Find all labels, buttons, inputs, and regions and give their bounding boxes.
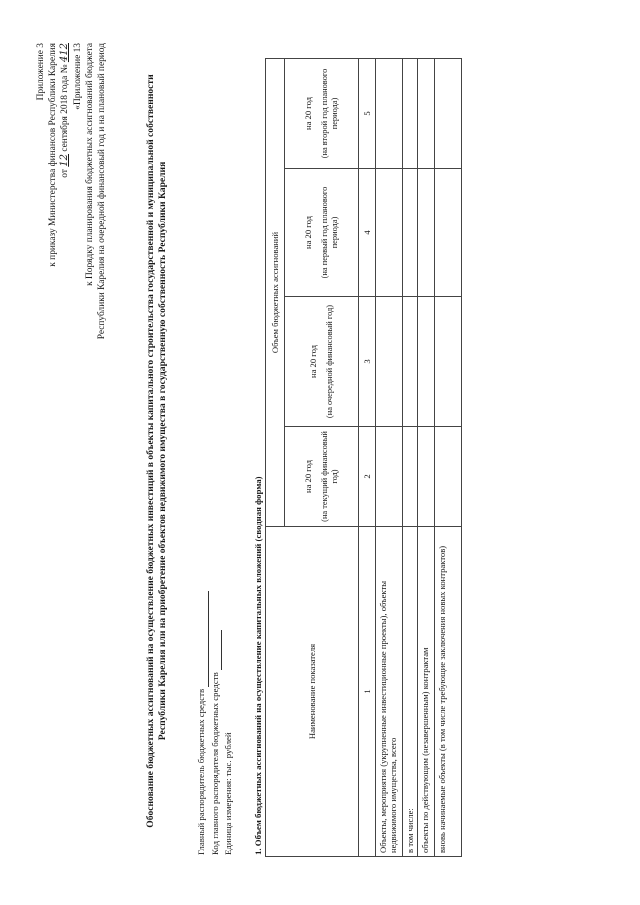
- rotated-landscape-sheet: [25, 27, 610, 875]
- value-cell: [403, 297, 418, 427]
- handwritten-day: 12: [59, 153, 71, 167]
- value-cell: [435, 58, 462, 168]
- column-number: 2: [359, 427, 376, 527]
- year-label: на 20 год: [303, 459, 314, 494]
- document-title: [145, 35, 170, 867]
- code-fill-line: [212, 630, 222, 670]
- value-cell: [376, 297, 403, 427]
- year-label: на 20 год: [303, 96, 314, 130]
- form-meta: [195, 591, 236, 855]
- year-note: (на текущий финансовый год): [319, 431, 339, 522]
- year-note: (на первый год планового периода): [319, 186, 339, 279]
- date-prefix: от: [60, 169, 71, 178]
- year-note: (на очередной финансовый год): [324, 304, 334, 419]
- value-cell: [418, 58, 435, 168]
- capital-investment-table: [265, 58, 462, 857]
- row-label: вновь начинаемые объекты (в том числе требующие заключения новых контрактов): [435, 527, 462, 857]
- column-number: 4: [359, 169, 376, 297]
- value-cell: [376, 427, 403, 527]
- value-cell: [418, 427, 435, 527]
- value-cell: [418, 297, 435, 427]
- year-label: на 20 год: [308, 344, 319, 379]
- section-heading: 1. Объем бюджетных ассигнований на осуществление капитальных вложений (сводная форма): [253, 476, 263, 855]
- title-line-2: Республики Карелия или на приобретение объектов недвижимого имущества в государственную собственность Республики Карелия: [157, 161, 169, 741]
- column-number: 3: [359, 297, 376, 427]
- title-line-1: Обоснование бюджетных ассигнований на осуществление бюджетных инвестиций в объекты капитального строительства государственной и муниципальной собственности: [145, 74, 156, 828]
- value-cell: [435, 427, 462, 527]
- col-name-header: Наименование показателя: [266, 527, 359, 857]
- column-number-row: [359, 58, 376, 856]
- code-label: Код главного распорядителя бюджетных средств: [209, 672, 220, 855]
- column-number: 1: [359, 527, 376, 857]
- value-cell: [435, 297, 462, 427]
- col-volume-header: Объем бюджетных ассигнований: [266, 58, 285, 526]
- value-cell: [403, 58, 418, 168]
- admin-line: [195, 591, 209, 855]
- value-cell: [376, 58, 403, 168]
- procedure-reference: к Порядку планирования бюджетных ассигнований бюджета: [84, 43, 95, 286]
- table-row: [418, 58, 435, 856]
- value-cell: [403, 169, 418, 297]
- admin-label: Главный распорядитель бюджетных средств: [196, 688, 206, 855]
- row-label: объекты по действующим (незавершенным) контрактам: [418, 527, 435, 857]
- annex-label: «Приложение 13: [72, 43, 83, 110]
- order-date-line: [59, 43, 72, 339]
- unit-label: Единица измерения: тыс. рублей: [223, 732, 234, 855]
- value-cell: [376, 169, 403, 297]
- year-label: на 20 год: [303, 215, 314, 250]
- table-row: [403, 58, 418, 856]
- date-text: сентября 2018 года №: [60, 64, 71, 152]
- value-cell: [435, 169, 462, 297]
- year-header-current: [285, 427, 359, 527]
- year-header-plan2: [285, 58, 359, 168]
- table-row: [376, 58, 403, 856]
- value-cell: [418, 169, 435, 297]
- row-label: в том числе:: [403, 527, 418, 857]
- row-label: Объекты, мероприятия (укрупненные инвестиционные проекты), объекты недвижимого имущества, всего: [376, 527, 403, 857]
- code-line: [209, 591, 223, 855]
- year-header-plan1: [285, 169, 359, 297]
- value-cell: [403, 427, 418, 527]
- appendix-header: [35, 43, 108, 339]
- admin-fill-line: [199, 591, 209, 687]
- table-row: [435, 58, 462, 856]
- column-number: 5: [359, 58, 376, 168]
- order-reference: к приказу Министерства финансов Республики Карелия: [48, 43, 59, 267]
- appendix-label: Приложение 3: [36, 43, 46, 101]
- procedure-period: Республики Карелия на очередной финансовый год и на плановый период: [96, 43, 107, 340]
- year-note: (на второй год планового периода): [319, 68, 339, 159]
- header-row-1: [266, 58, 285, 856]
- handwritten-number: 412: [59, 43, 71, 63]
- year-header-next: [285, 297, 359, 427]
